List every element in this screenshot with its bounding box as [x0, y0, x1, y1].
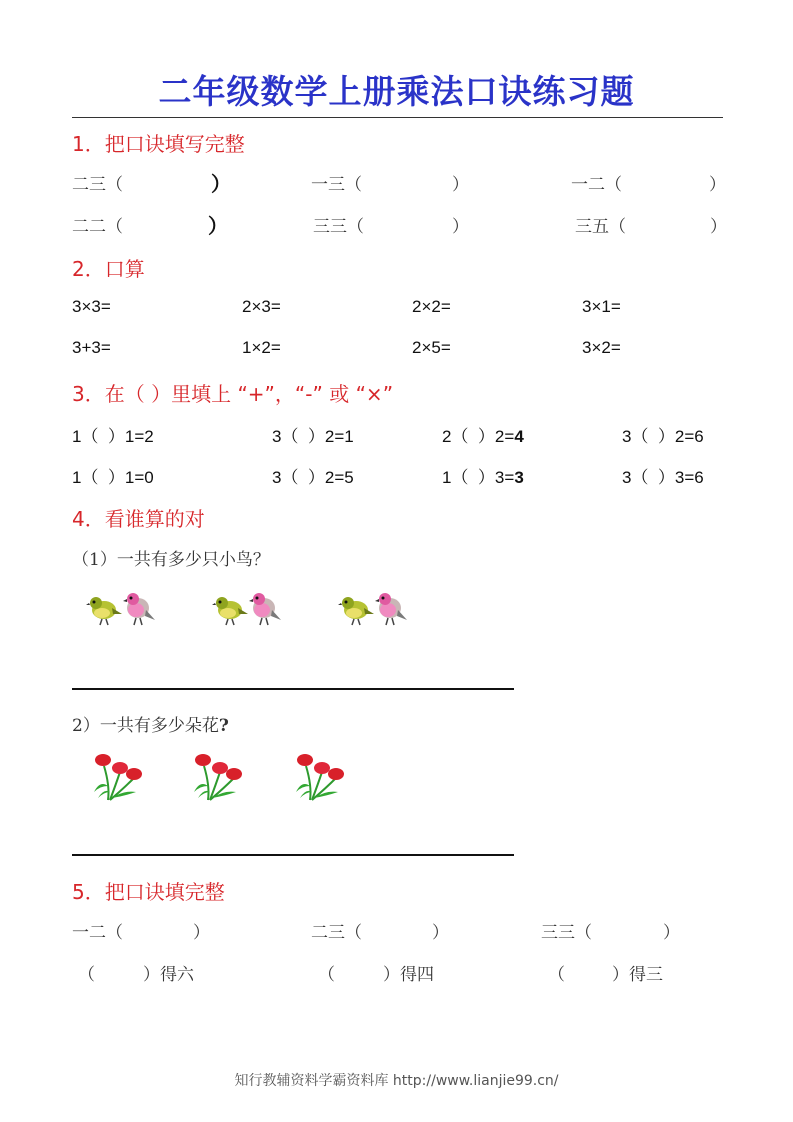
- flower-icon: [328, 768, 344, 780]
- s5-item-6-open: （: [548, 965, 565, 985]
- flower-icon: [314, 762, 330, 774]
- pink-bird-icon: [375, 593, 407, 625]
- s1-item-1: [72, 170, 123, 195]
- s3-item-7-pre: 1（: [442, 468, 469, 487]
- s1-item-6-close: ）: [710, 217, 727, 237]
- s3-item-5-pre: 1（: [72, 468, 99, 487]
- s3-item-4-post: ）2=6: [657, 427, 704, 446]
- s3-item-3: [442, 422, 524, 447]
- s5-item-2: 二三（: [311, 923, 362, 943]
- s3-item-2-pre: 3（: [272, 427, 299, 446]
- s1-item-1-close: ）: [211, 172, 231, 196]
- s3-item-6-pre: 3（: [272, 468, 299, 487]
- s3-item-1-pre: 1（: [72, 427, 99, 446]
- flower-icon: [126, 768, 142, 780]
- s3-item-7-bold: 3: [514, 468, 524, 487]
- flower-icon: [212, 762, 228, 774]
- answer-line-2[interactable]: [72, 854, 514, 856]
- s3-item-6-post: ）2=5: [307, 468, 354, 487]
- s1-item-4-close: ）: [208, 214, 228, 238]
- s1-item-4: 二二（: [72, 217, 123, 237]
- s2-item-8: 3×2=: [582, 338, 621, 357]
- s2-item-1: 3×3=: [72, 297, 111, 316]
- s4-question-2-mark: ?: [218, 716, 229, 736]
- section-4-heading: 4．看谁算的对: [72, 507, 205, 531]
- section-5-heading: 5．把口诀填完整: [72, 880, 225, 904]
- s1-item-5: 三三（: [313, 217, 364, 237]
- s1-item-3-close: ）: [709, 175, 726, 195]
- bird-pair-illustration: [86, 590, 158, 630]
- footer-source: 知行教辅资料学霸资料库 http://www.lianjie99.cn/: [234, 1073, 559, 1089]
- s3-item-7: [442, 463, 524, 488]
- s5-item-4: ）得六: [143, 965, 194, 985]
- s4-question-1: （1）一共有多少只小鸟？: [72, 550, 270, 570]
- s3-item-5-post: ）1=0: [107, 468, 154, 487]
- s3-item-3-bold: 4: [514, 427, 524, 446]
- s2-item-4: 3×1=: [582, 297, 621, 316]
- green-bird-icon: [86, 597, 122, 625]
- s5-item-5: ）得四: [383, 965, 434, 985]
- s1-item-2: 一三（: [311, 175, 362, 195]
- s1-item-3: 一二（: [571, 175, 622, 195]
- pink-bird-icon: [123, 593, 155, 625]
- s1-item-1-text: 二三（: [72, 175, 123, 195]
- bird-pair-illustration: [212, 590, 284, 630]
- s3-item-4-pre: 3（: [622, 427, 649, 446]
- s5-item-4-open: （: [78, 965, 95, 985]
- s5-item-1: 一二（: [72, 923, 123, 943]
- title-divider: [72, 117, 723, 118]
- section-3-heading: 3．在（ ）里填上 “+”，“-” 或 “×”: [72, 382, 394, 406]
- s3-item-6: [272, 463, 354, 488]
- s2-item-3: 2×2=: [412, 297, 451, 316]
- s3-item-7-post: ）3=: [477, 468, 515, 487]
- flower-icon: [95, 754, 111, 766]
- s2-item-7: 2×5=: [412, 338, 451, 357]
- s3-item-8-post: ）3=6: [657, 468, 704, 487]
- section-1-heading: 1．把口诀填写完整: [72, 132, 245, 156]
- s2-item-6: 1×2=: [242, 338, 281, 357]
- flower-bunch-illustration: [90, 748, 146, 804]
- s2-item-5: 3+3=: [72, 338, 111, 357]
- s5-item-3-close: ）: [663, 923, 680, 943]
- s4-question-2: [72, 711, 229, 736]
- flower-icon: [195, 754, 211, 766]
- s3-item-2: [272, 422, 354, 447]
- s1-item-2-close: ）: [452, 175, 469, 195]
- s3-item-4: [622, 422, 704, 447]
- flower-icon: [112, 762, 128, 774]
- s3-item-3-post: ）2=: [477, 427, 515, 446]
- s5-item-5-open: （: [318, 965, 335, 985]
- green-bird-icon: [212, 597, 248, 625]
- green-bird-icon: [338, 597, 374, 625]
- flower-icon: [226, 768, 242, 780]
- flower-icon: [297, 754, 313, 766]
- s5-item-6: ）得三: [612, 965, 663, 985]
- s3-item-2-post: ）2=1: [307, 427, 354, 446]
- s5-item-1-close: ）: [193, 923, 210, 943]
- s3-item-5: [72, 463, 154, 488]
- section-2-heading: 2．口算: [72, 257, 145, 281]
- s1-item-6: 三五（: [575, 217, 626, 237]
- page-title: 二年级数学上册乘法口诀练习题: [158, 72, 635, 111]
- s3-item-8-pre: 3（: [622, 468, 649, 487]
- flower-bunch-illustration: [292, 748, 348, 804]
- s2-item-2: 2×3=: [242, 297, 281, 316]
- bird-pair-illustration: [338, 590, 410, 630]
- s3-item-1-post: ）1=2: [107, 427, 154, 446]
- s3-item-8: [622, 463, 704, 488]
- pink-bird-icon: [249, 593, 281, 625]
- s3-item-1: [72, 422, 154, 447]
- s4-question-2-text: 2）一共有多少朵花: [72, 716, 219, 736]
- answer-line-1[interactable]: [72, 688, 514, 690]
- s5-item-3: 三三（: [541, 923, 592, 943]
- flower-bunch-illustration: [190, 748, 246, 804]
- s5-item-2-close: ）: [432, 923, 449, 943]
- s1-item-5-close: ）: [452, 217, 469, 237]
- s3-item-3-pre: 2（: [442, 427, 469, 446]
